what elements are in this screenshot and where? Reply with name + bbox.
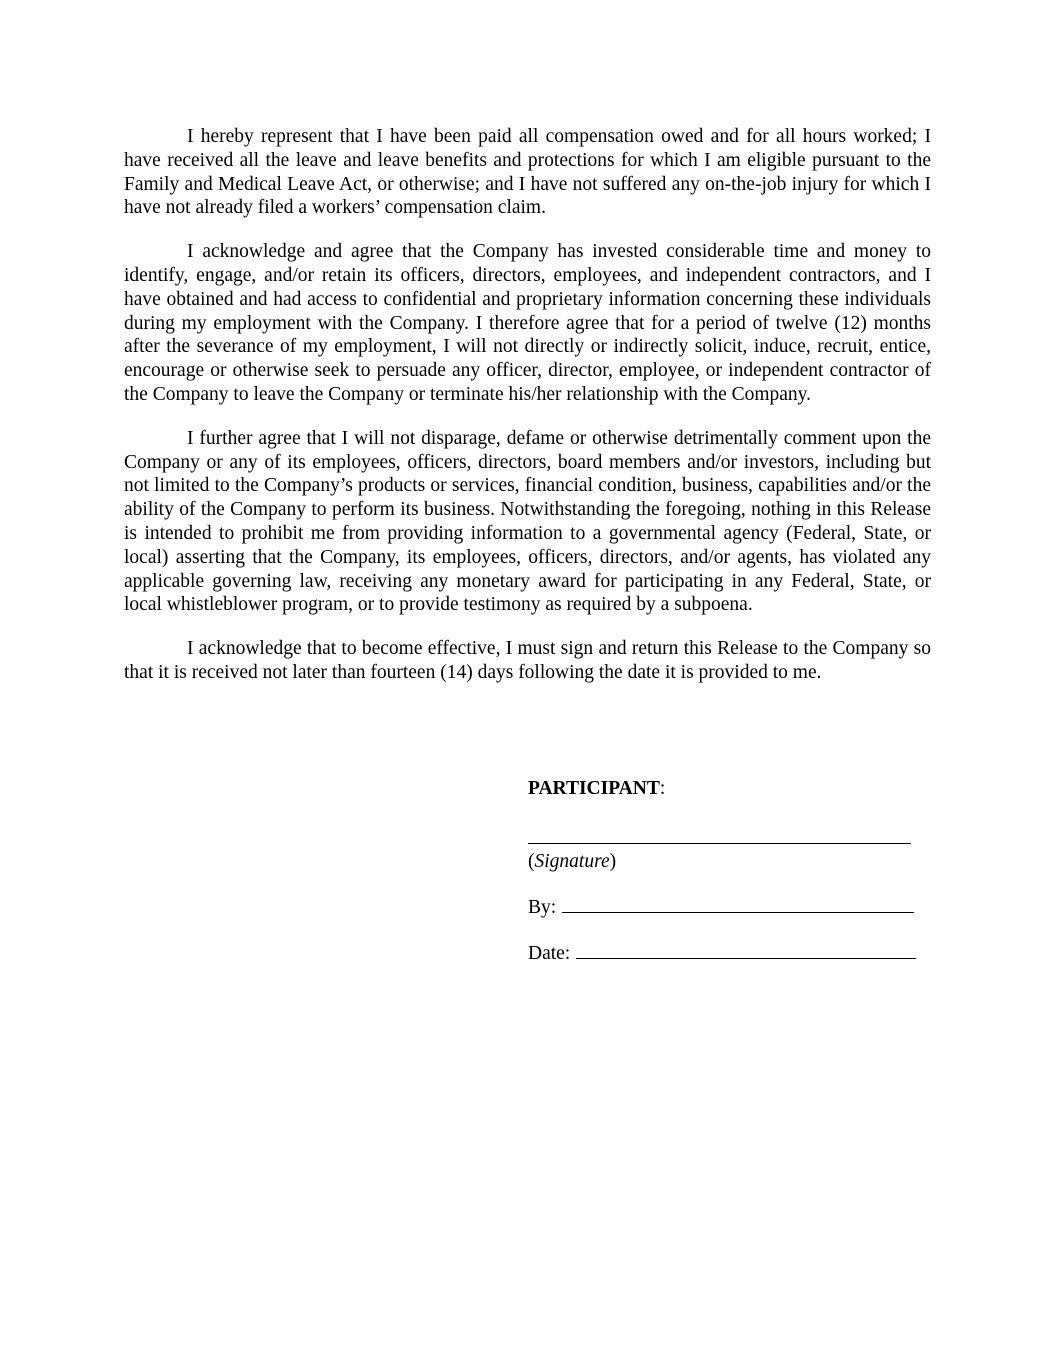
- signature-caption-close: ): [609, 851, 617, 872]
- date-field: [528, 940, 928, 966]
- by-field: [528, 894, 928, 920]
- date-label: Date:: [528, 943, 571, 964]
- participant-heading-colon: :: [659, 778, 666, 799]
- signature-caption-text: Signature: [534, 851, 610, 872]
- signature-caption: [528, 850, 928, 874]
- participant-heading-text: PARTICIPANT: [528, 778, 660, 799]
- paragraph-effectiveness: I acknowledge that to become effective, I must sign and return this Release to the Company so that it is received not later than fourteen (14) days following the date it is provided to me.: [124, 638, 931, 683]
- paragraph-non-disparagement: I further agree that I will not disparage, defame or otherwise detrimentally comment upon the Company or any of its employees, officers, directors, board members and/or investors, including but not limited to the Company’s products or services, financial condition, business, capabilities and/or the ability of the Company to perform its business. Notwithstanding the foregoing, nothing in this Release is intended to prohibit me from providing information to a governmental agency (Federal, State, or local) asserting that the Company, its employees, officers, directors, and/or agents, has violated any applicable governing law, receiving any monetary award for participating in any Federal, State, or local whistleblower program, or to provide testimony as required by a subpoena.: [124, 427, 931, 616]
- by-label: By:: [528, 897, 557, 918]
- signature-block: [528, 777, 928, 966]
- document-body: [124, 125, 931, 705]
- paragraph-compensation: I hereby represent that I have been paid all compensation owed and for all hours worked; I have received all the leave and leave benefits and protections for which I am eligible pursuant to the Family and Medical Leave Act, or otherwise; and I have not suffered any on-the-job injury for which I have not already filed a workers’ compensation claim.: [124, 126, 931, 219]
- by-line[interactable]: [562, 894, 914, 913]
- signature-line[interactable]: [528, 843, 911, 844]
- paragraph-non-solicitation: I acknowledge and agree that the Company has invested considerable time and money to identify, engage, and/or retain its officers, directors, employees, and independent contractors, and I have obtained and had access to confidential and proprietary information concerning these individuals during my employment with the Company. I therefore agree that for a period of twelve (12) months after the severance of my employment, I will not directly or indirectly solicit, induce, recruit, entice, encourage or otherwise seek to persuade any officer, director, employee, or independent contractor of the Company to leave the Company or terminate his/her relationship with the Company.: [124, 241, 931, 405]
- participant-heading: [528, 777, 928, 801]
- signature-caption-open: (: [528, 851, 535, 872]
- date-line[interactable]: [576, 940, 916, 959]
